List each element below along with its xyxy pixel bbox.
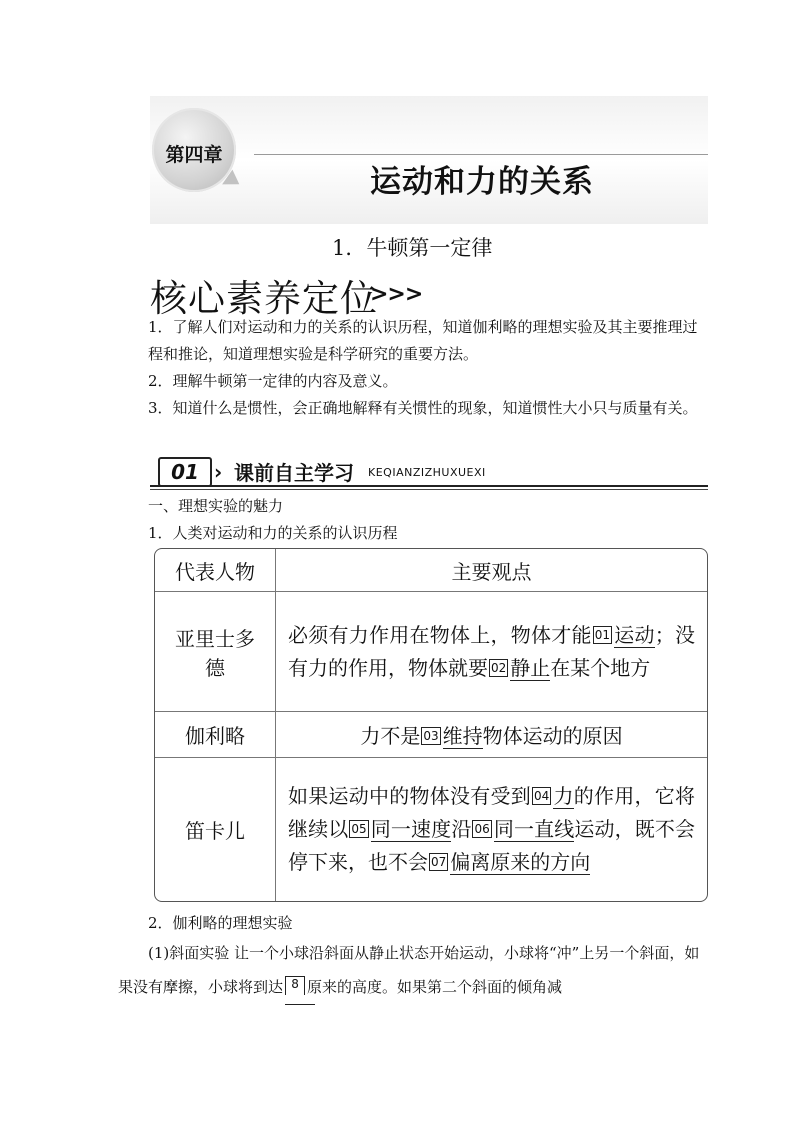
view-cell: 必须有力作用在物体上，物体才能 01 运动；没有力的作用，物体就要 02 静止在某个地方 bbox=[276, 592, 708, 712]
table-row bbox=[155, 758, 707, 902]
table-header-row bbox=[155, 549, 707, 592]
section-rule bbox=[150, 485, 708, 487]
chapter-label: 第四章 bbox=[165, 144, 223, 166]
table-header-cell: 代表人物 bbox=[155, 549, 276, 592]
chapter-divider bbox=[254, 154, 708, 155]
section-heading: 课前自主学习 bbox=[234, 461, 354, 485]
person-cell: 笛卡儿 bbox=[155, 758, 276, 902]
core-item-text: 3．知道什么是惯性，会正确地解释有关惯性的现象，知道惯性大小只与质量有关。 bbox=[148, 399, 698, 417]
subheading: 1．人类对运动和力的关系的认识历程 bbox=[148, 524, 398, 542]
core-item-text: 2．理解牛顿第一定律的内容及意义。 bbox=[148, 372, 398, 390]
incline-paragraph: (1)斜面实验 让一个小球沿斜面从静止状态开始运动，小球将“冲”上另一个斜面，如果没有摩擦，小球将到达 8 原来的高度。如果第二个斜面的倾角减 bbox=[118, 944, 700, 996]
table-header-cell: 主要观点 bbox=[276, 549, 708, 592]
section-title: 1．牛顿第一定律 bbox=[332, 236, 493, 260]
views-table bbox=[154, 548, 708, 902]
core-item-text: 1．了解人们对运动和力的关系的认识历程，知道伽利略的理想实验及其主要推理过程和推论，知道理想实验是科学研究的重要方法。 bbox=[148, 318, 698, 363]
subheading: 2．伽利略的理想实验 bbox=[148, 914, 293, 932]
table-row bbox=[155, 592, 707, 712]
section-pinyin: KEQIANZIZHUXUEXI bbox=[368, 466, 486, 479]
answer-box: 8 bbox=[285, 976, 305, 995]
subheading: 一、理想实验的魅力 bbox=[148, 497, 284, 515]
chevron-right-icon: › bbox=[214, 460, 223, 484]
section-number: 01 bbox=[158, 457, 212, 487]
person-cell: 亚里士多德 bbox=[155, 592, 276, 712]
chevron-right-icon: >>> bbox=[370, 282, 423, 307]
view-cell: 如果运动中的物体没有受到 04 力的作用，它将继续以 05 同一速度沿 06 同一直线运动，既不会停下来，也不会 07 偏离原来的方向 bbox=[276, 758, 708, 902]
table-row bbox=[155, 712, 707, 758]
core-item-1 bbox=[118, 314, 700, 368]
core-item-3 bbox=[118, 395, 700, 422]
view-cell: 力不是 03 维持物体运动的原因 bbox=[276, 712, 708, 758]
core-heading: 核心素养定位 bbox=[150, 277, 378, 320]
person-cell: 伽利略 bbox=[155, 712, 276, 758]
section-rule bbox=[150, 489, 708, 490]
chapter-title: 运动和力的关系 bbox=[370, 164, 594, 200]
core-item-2 bbox=[118, 368, 700, 395]
